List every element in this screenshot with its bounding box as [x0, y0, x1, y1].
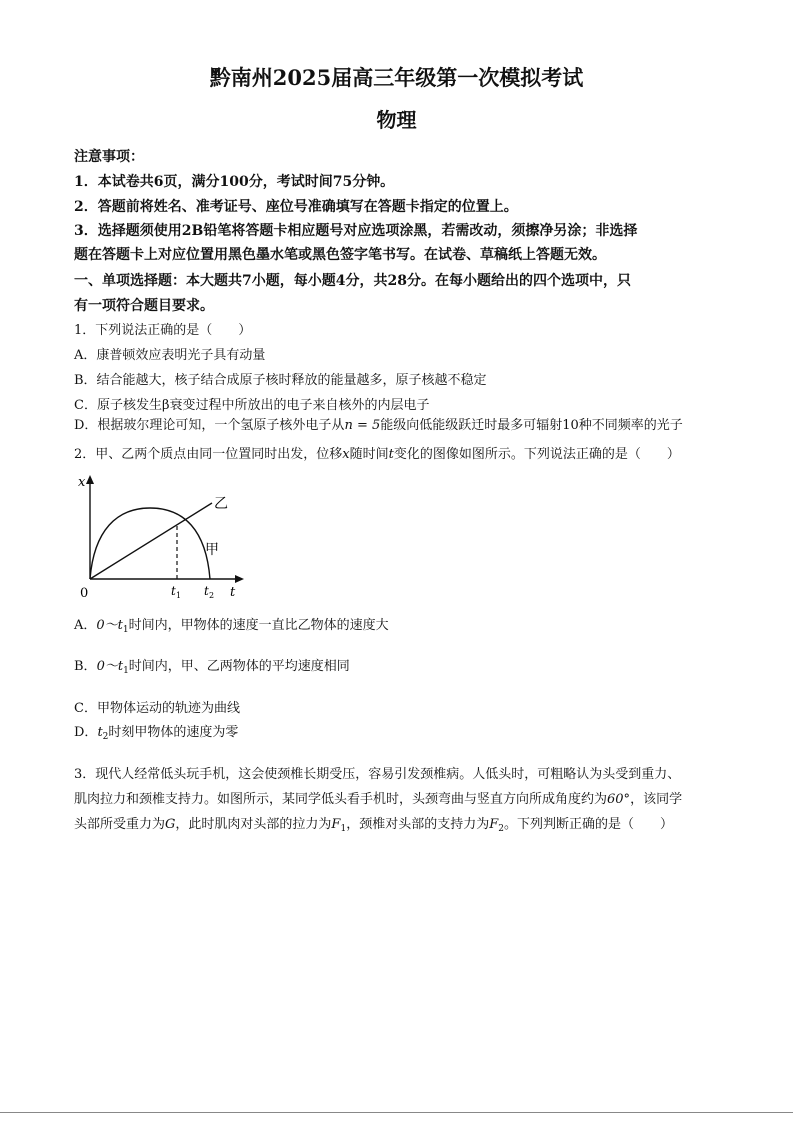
graph-label-x: x: [78, 475, 86, 490]
q3-line-3-a: 头部所受重力为: [74, 817, 166, 832]
q3-symbol-f2-sub: 2: [498, 824, 504, 834]
q2-option-d-label: D．: [74, 725, 98, 740]
q1-option-d-math: n = 5: [344, 418, 381, 433]
notice-item-1: 1．本试卷共6页，满分100分，考试时间75分钟。: [74, 174, 395, 190]
q1-option-c: C．原子核发生β衰变过程中所放出的电子来自核外的内层电子: [74, 398, 430, 413]
q2-option-b: [74, 658, 725, 680]
graph-label-jia: 甲: [205, 542, 219, 558]
notice-item-3-cont: 题在答题卡上对应位置用黑色墨水笔或黑色签字笔书写。在试卷、草稿纸上答题无效。: [74, 247, 606, 263]
q2-option-b-text: 时间内，甲、乙两物体的平均速度相同: [128, 659, 350, 674]
q3-angle: 60°: [607, 792, 631, 807]
q3-line-2-pre: 肌肉拉力和颈椎支持力。如图所示，某同学低头看手机时，头颈弯曲与竖直方向所成角度约为: [74, 792, 608, 807]
q2-stem: [74, 446, 725, 464]
q3-line-2-post: ，该同学: [630, 792, 683, 807]
graph-tick-t1: t: [171, 584, 176, 598]
page-bottom-rule: [0, 1112, 793, 1113]
q1-option-a: A．康普顿效应表明光子具有动量: [74, 348, 266, 363]
q3-line-3-d: 。下列判断正确的是（ ）: [503, 817, 673, 832]
graph-tick-t2-sub: 2: [209, 591, 215, 600]
q2-option-d-text: 时刻甲物体的速度为零: [108, 725, 239, 740]
q2-option-b-sub: 1: [123, 666, 129, 676]
q1-option-d-post: 能级向低能级跃迁时最多可辐射10种不同频率的光子: [380, 418, 683, 433]
exam-title: 黔南州2025届高三年级第一次模拟考试: [209, 65, 584, 90]
q2-stem-pre: 2．甲、乙两个质点由同一位置同时出发，位移: [74, 447, 343, 462]
q3-symbol-f2: F: [489, 817, 499, 832]
q3-line-3: [74, 816, 725, 838]
graph-tick-t1-sub: 1: [176, 591, 182, 600]
graph-label-yi: 乙: [214, 496, 228, 512]
q2-option-b-label: B．: [74, 659, 97, 674]
q2-stem-post: 变化的图像如图所示。下列说法正确的是（ ）: [393, 447, 680, 462]
q2-stem-x: x: [342, 447, 350, 462]
q2-option-d-math: t: [97, 725, 103, 740]
q2-option-a-label: A．: [74, 618, 97, 633]
q2-option-a: [74, 617, 725, 639]
q2-option-b-math: 0～t: [96, 659, 124, 674]
q2-option-c: C．甲物体运动的轨迹为曲线: [74, 701, 240, 716]
q2-option-a-text: 时间内，甲物体的速度一直比乙物体的速度大: [128, 618, 389, 633]
q3-line-3-b: ，此时肌肉对头部的拉力为: [175, 817, 332, 832]
section-heading-cont: 有一项符合题目要求。: [74, 298, 214, 314]
notice-heading: 注意事项：: [74, 149, 144, 165]
q3-symbol-f1-sub: 1: [340, 824, 347, 834]
section-heading: 一、单项选择题：本大题共7小题，每小题4分，共28分。在每小题给出的四个选项中，只: [74, 273, 631, 289]
q2-xt-graph: [72, 470, 257, 602]
q3-symbol-g: G: [165, 817, 176, 832]
q2-stem-t: t: [388, 447, 394, 462]
graph-origin: 0: [80, 586, 89, 601]
q2-option-a-math: 0～t: [96, 618, 123, 633]
graph-x-arrow: [235, 575, 244, 583]
notice-item-2: 2．答题前将姓名、准考证号、座位号准确填写在答题卡指定的位置上。: [74, 199, 518, 215]
q2-option-d: [74, 724, 725, 746]
q2-stem-mid: 随时间: [349, 447, 389, 462]
q1-option-d: [74, 417, 725, 435]
graph-tick-t2: t: [204, 584, 209, 598]
q2-option-a-sub: 1: [122, 625, 129, 635]
graph-y-arrow: [86, 475, 94, 484]
q1-option-d-pre: D．根据玻尔理论可知，一个氢原子核外电子从: [74, 418, 345, 433]
graph-line-yi: [90, 503, 212, 579]
q3-symbol-f1: F: [331, 817, 341, 832]
q1-option-b: B．结合能越大，核子结合成原子核时释放的能量越多，原子核越不稳定: [74, 373, 487, 388]
q2-option-d-sub: 2: [102, 732, 109, 742]
q1-stem: 1．下列说法正确的是（ ）: [74, 323, 252, 338]
notice-item-3: 3．选择题须使用2B铅笔将答题卡相应题号对应选项涂黑，若需改动，须擦净另涂；非选择: [74, 223, 638, 239]
q3-line-2: [74, 791, 725, 809]
graph-label-t: t: [230, 585, 236, 600]
exam-subject: 物理: [376, 108, 417, 132]
q3-line-3-c: ，颈椎对头部的支持力为: [346, 817, 490, 832]
q3-line-1: 3．现代人经常低头玩手机，这会使颈椎长期受压，容易引发颈椎病。人低头时，可粗略认为头受到重力、: [74, 767, 681, 782]
